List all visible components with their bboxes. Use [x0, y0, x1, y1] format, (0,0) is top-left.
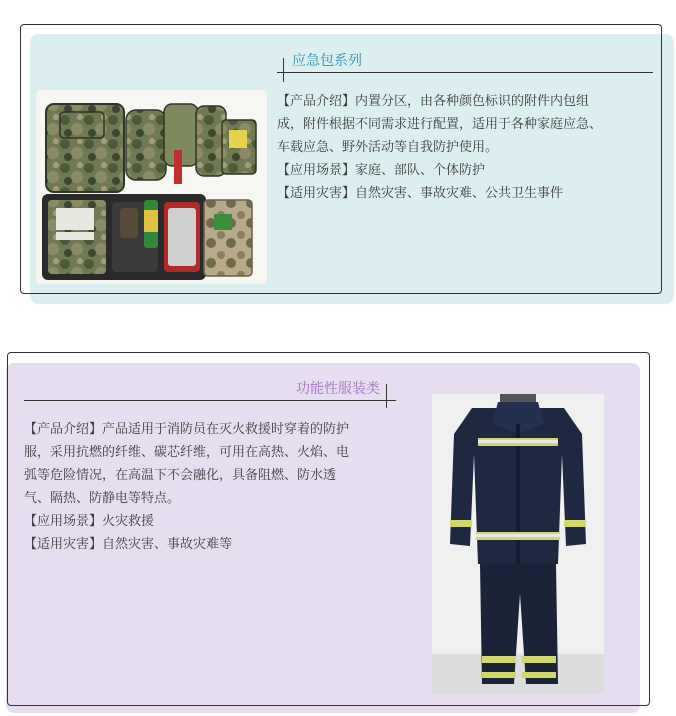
title-divider-horizontal — [277, 72, 653, 73]
functional-clothing-description — [24, 418, 396, 556]
emergency-kit-title: 应急包系列 — [292, 53, 362, 69]
emergency-kit-photo — [36, 90, 267, 284]
emergency-kit-text-line: 车载应急、野外活动等自我防护使用。 — [277, 140, 499, 155]
emergency-kit-scenario: 【应用场景】家庭、部队、个体防护 — [277, 163, 486, 178]
camouflage-emergency-kit-icon — [36, 90, 267, 284]
firefighter-suit-photo — [432, 394, 604, 694]
emergency-kit-text-line: 【产品介绍】内置分区，由各种颜色标识的附件内包组 — [277, 94, 590, 109]
functional-clothing-scenario: 【应用场景】火灾救援 — [24, 514, 155, 529]
emergency-kit-disasters: 【适用灾害】自然灾害、事故灾难、公共卫生事件 — [277, 186, 564, 201]
title-divider-vertical — [386, 384, 387, 408]
firefighter-suit-icon — [432, 394, 604, 694]
emergency-kit-text-line: 成，附件根据不同需求进行配置，适用于各种家庭应急、 — [277, 117, 603, 132]
emergency-kit-description — [277, 90, 662, 205]
functional-clothing-title: 功能性服装类 — [296, 381, 380, 397]
functional-clothing-text-line: 服，采用抗燃的纤维、碳芯纤维，可用在高热、火焰、电 — [24, 445, 350, 460]
functional-clothing-disasters: 【适用灾害】自然灾害、事故灾难等 — [24, 537, 233, 552]
functional-clothing-text-line: 气、隔热、防静电等特点。 — [24, 491, 181, 506]
title-divider-vertical — [283, 58, 284, 82]
title-divider-horizontal — [24, 400, 396, 401]
functional-clothing-text-line: 【产品介绍】产品适用于消防员在灭火救援时穿着的防护 — [24, 422, 350, 437]
functional-clothing-text-line: 弧等危险情况，在高温下不会融化，具备阻燃、防水透 — [24, 468, 337, 483]
